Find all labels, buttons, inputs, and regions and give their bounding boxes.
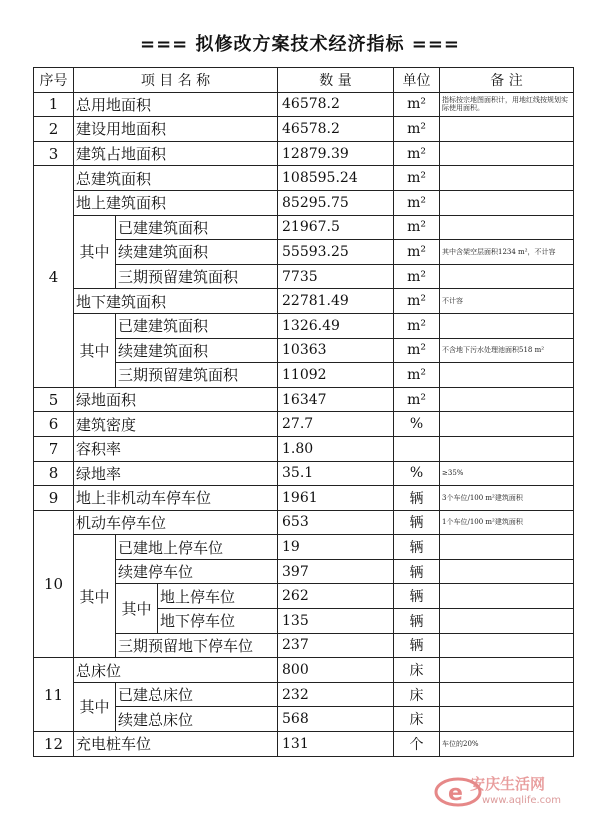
row-qty: 7735	[278, 264, 394, 289]
row-name: 地上非机动车停车位	[74, 486, 278, 511]
row-unit: m²	[394, 240, 440, 265]
row-name: 充电桩车位	[74, 732, 278, 757]
row-name: 绿地率	[74, 461, 278, 486]
row-qty: 27.7	[278, 412, 394, 437]
row-name: 总用地面积	[74, 92, 278, 117]
row-unit: m²	[394, 117, 440, 142]
row-qty: 131	[278, 732, 394, 757]
row-note: 其中含架空层面积1234 m²，不计容	[440, 240, 574, 265]
row-note: 1个车位/100 m²建筑面积	[440, 510, 574, 535]
row-qty: 262	[278, 584, 394, 609]
row-name: 已建建筑面积	[116, 313, 278, 338]
row-unit: 床	[394, 707, 440, 732]
row-qty: 11092	[278, 363, 394, 388]
row-qty: 1961	[278, 486, 394, 511]
watermark-text: 安庆生活网	[470, 775, 546, 793]
row-seq: 8	[34, 461, 74, 486]
row-unit: %	[394, 461, 440, 486]
row-note	[440, 117, 574, 142]
row-name: 地下停车位	[158, 609, 278, 634]
row-note	[440, 535, 574, 560]
page-title: === 拟修改方案技术经济指标 ===	[139, 34, 461, 55]
row-name: 容积率	[74, 436, 278, 461]
row-qty: 19	[278, 535, 394, 560]
row-note	[440, 166, 574, 191]
row-name: 地上停车位	[158, 584, 278, 609]
table-row	[34, 289, 574, 314]
row-qty: 12879.39	[278, 141, 394, 166]
row-name: 续建总床位	[116, 707, 278, 732]
row-unit: 个	[394, 732, 440, 757]
table-row	[34, 535, 574, 560]
row-unit: m²	[394, 338, 440, 363]
group-label: 其中	[74, 682, 116, 731]
row-note	[440, 658, 574, 683]
table-row	[34, 658, 574, 683]
row-note	[440, 215, 574, 240]
row-qty: 1.80	[278, 436, 394, 461]
row-note	[440, 264, 574, 289]
table-row	[34, 313, 574, 338]
table-header-row	[34, 68, 574, 93]
row-note: ≥35%	[440, 461, 574, 486]
table-row	[34, 461, 574, 486]
row-note	[440, 682, 574, 707]
svg-text:e: e	[448, 781, 463, 806]
row-name: 地下建筑面积	[74, 289, 278, 314]
row-seq: 5	[34, 387, 74, 412]
row-name: 三期预留建筑面积	[116, 264, 278, 289]
row-name: 总床位	[74, 658, 278, 683]
row-note: 不含地下污水处理池面积518 m²	[440, 338, 574, 363]
row-seq: 1	[34, 92, 74, 117]
row-name: 已建建筑面积	[116, 215, 278, 240]
row-note	[440, 633, 574, 658]
row-note	[440, 313, 574, 338]
row-name: 续建建筑面积	[116, 338, 278, 363]
row-name: 地上建筑面积	[74, 190, 278, 215]
group-label: 其中	[74, 215, 116, 289]
row-qty: 85295.75	[278, 190, 394, 215]
header-name: 项 目 名 称	[74, 68, 278, 93]
row-unit: 辆	[394, 510, 440, 535]
row-unit: m²	[394, 289, 440, 314]
row-qty: 16347	[278, 387, 394, 412]
row-qty: 397	[278, 559, 394, 584]
table-row	[34, 732, 574, 757]
table-row	[34, 412, 574, 437]
row-unit: 床	[394, 658, 440, 683]
row-name: 建设用地面积	[74, 117, 278, 142]
row-unit: 辆	[394, 535, 440, 560]
row-qty: 21967.5	[278, 215, 394, 240]
row-qty: 653	[278, 510, 394, 535]
row-qty: 46578.2	[278, 117, 394, 142]
row-seq: 9	[34, 486, 74, 511]
row-unit: m²	[394, 190, 440, 215]
row-seq: 7	[34, 436, 74, 461]
table-row	[34, 387, 574, 412]
row-note: 指标按宗地图面积计，用地红线按规划实际使用面积。	[440, 92, 574, 117]
group-label: 其中	[74, 535, 116, 658]
row-seq: 3	[34, 141, 74, 166]
row-name: 已建地上停车位	[116, 535, 278, 560]
row-qty: 35.1	[278, 461, 394, 486]
row-note: 车位的20%	[440, 732, 574, 757]
row-qty: 232	[278, 682, 394, 707]
row-seq: 12	[34, 732, 74, 757]
row-seq: 6	[34, 412, 74, 437]
row-unit: 辆	[394, 559, 440, 584]
row-qty: 568	[278, 707, 394, 732]
table-row	[34, 166, 574, 191]
row-unit: 辆	[394, 584, 440, 609]
group-label: 其中	[74, 313, 116, 387]
row-qty: 108595.24	[278, 166, 394, 191]
row-note	[440, 707, 574, 732]
table-row	[34, 215, 574, 240]
tech-econ-table	[33, 67, 574, 757]
row-note	[440, 412, 574, 437]
row-note: 3个车位/100 m²建筑面积	[440, 486, 574, 511]
row-seq: 2	[34, 117, 74, 142]
row-unit	[394, 436, 440, 461]
row-name: 已建总床位	[116, 682, 278, 707]
row-unit: m²	[394, 387, 440, 412]
row-seq: 11	[34, 658, 74, 732]
row-unit: 床	[394, 682, 440, 707]
table-row	[34, 141, 574, 166]
header-note: 备 注	[440, 68, 574, 93]
row-name: 三期预留地下停车位	[116, 633, 278, 658]
table-row	[34, 190, 574, 215]
row-note	[440, 387, 574, 412]
watermark-url: www.aqlife.com	[482, 795, 562, 806]
table-row	[34, 436, 574, 461]
row-unit: m²	[394, 141, 440, 166]
row-seq: 10	[34, 510, 74, 658]
row-unit: 辆	[394, 633, 440, 658]
table-row	[34, 486, 574, 511]
header-unit: 单位	[394, 68, 440, 93]
row-unit: m²	[394, 264, 440, 289]
table-row	[34, 682, 574, 707]
header-seq: 序号	[34, 68, 74, 93]
row-qty: 800	[278, 658, 394, 683]
row-note	[440, 559, 574, 584]
row-note: 不计容	[440, 289, 574, 314]
row-name: 机动车停车位	[74, 510, 278, 535]
row-unit: m²	[394, 363, 440, 388]
row-note	[440, 609, 574, 634]
row-name: 总建筑面积	[74, 166, 278, 191]
row-name: 三期预留建筑面积	[116, 363, 278, 388]
row-qty: 1326.49	[278, 313, 394, 338]
row-name: 续建停车位	[116, 559, 278, 584]
row-unit: 辆	[394, 609, 440, 634]
row-qty: 10363	[278, 338, 394, 363]
row-qty: 135	[278, 609, 394, 634]
table-row	[34, 92, 574, 117]
row-name: 建筑占地面积	[74, 141, 278, 166]
row-unit: m²	[394, 313, 440, 338]
row-name: 建筑密度	[74, 412, 278, 437]
row-qty: 237	[278, 633, 394, 658]
row-name: 绿地面积	[74, 387, 278, 412]
row-qty: 22781.49	[278, 289, 394, 314]
row-name: 续建建筑面积	[116, 240, 278, 265]
subgroup-label: 其中	[116, 584, 158, 633]
row-note	[440, 141, 574, 166]
row-qty: 46578.2	[278, 92, 394, 117]
table-row	[34, 117, 574, 142]
row-note	[440, 436, 574, 461]
row-unit: 辆	[394, 486, 440, 511]
row-note	[440, 584, 574, 609]
row-note	[440, 190, 574, 215]
row-seq: 4	[34, 166, 74, 387]
header-qty: 数 量	[278, 68, 394, 93]
row-unit: m²	[394, 215, 440, 240]
row-unit: m²	[394, 166, 440, 191]
row-qty: 55593.25	[278, 240, 394, 265]
table-row	[34, 510, 574, 535]
row-unit: m²	[394, 92, 440, 117]
row-unit: %	[394, 412, 440, 437]
row-note	[440, 363, 574, 388]
